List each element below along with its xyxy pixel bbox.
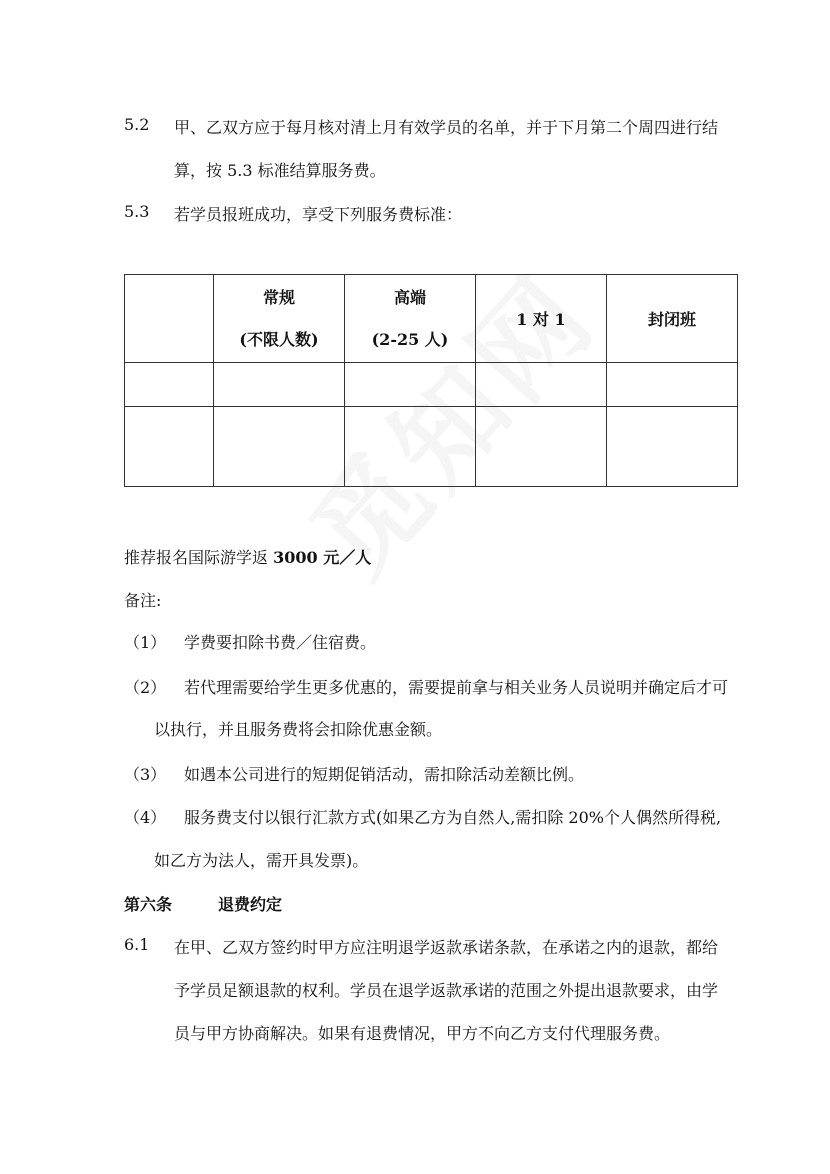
header-line: (2-25 人)	[371, 329, 449, 349]
table-cell	[476, 363, 607, 407]
clause-text-line: 算，按 5.3 标准结算服务费。	[174, 161, 386, 180]
table-header-cell	[214, 275, 345, 363]
note-number: （2）	[124, 678, 167, 697]
note-number: （4）	[124, 808, 167, 827]
table-header-cell	[476, 275, 607, 363]
table-cell	[214, 363, 345, 407]
clause-number: 5.2	[124, 115, 150, 134]
article-title: 退费约定	[218, 895, 283, 914]
clause-number: 5.3	[124, 202, 150, 221]
notes-title: 备注:	[124, 591, 162, 610]
table-cell	[345, 363, 476, 407]
note-text-line: 若代理需要给学生更多优惠的，需要提前拿与相关业务人员说明并确定后才可	[184, 678, 729, 697]
clause-text-line: 在甲、乙双方签约时甲方应注明退学返款承诺条款，在承诺之内的退款，都给	[174, 938, 719, 957]
header-line: (不限人数)	[239, 329, 319, 349]
table-row	[125, 407, 738, 487]
header-line: 1 对 1	[516, 310, 566, 329]
header-line: 常规	[262, 287, 295, 307]
table-cell	[345, 407, 476, 487]
header-line: 封闭班	[647, 310, 696, 329]
clause-text-line: 予学员足额退款的权利。学员在退学返款承诺的范围之外提出退款要求，由学	[174, 981, 719, 1000]
note-text-line: 如乙方为法人，需开具发票)。	[154, 851, 369, 870]
note-text-line: 服务费支付以银行汇款方式(如果乙方为自然人,需扣除 20%个人偶然所得税,	[184, 808, 722, 827]
table-cell	[607, 407, 738, 487]
clause-number: 6.1	[124, 935, 150, 954]
referral-line	[124, 545, 371, 568]
clause-text-line: 员与甲方协商解决。如果有退费情况，甲方不向乙方支付代理服务费。	[174, 1024, 671, 1043]
clause-text-line: 若学员报班成功，享受下列服务费标准：	[174, 205, 463, 224]
table-cell	[125, 363, 214, 407]
referral-amount: 3000 元／人	[273, 548, 372, 567]
table-row	[125, 363, 738, 407]
table-cell	[214, 407, 345, 487]
table-header-cell	[125, 275, 214, 363]
fee-table	[124, 274, 738, 487]
table-header-row	[125, 275, 738, 363]
clause-text-line: 甲、乙双方应于每月核对清上月有效学员的名单，并于下月第二个周四进行结	[174, 118, 719, 137]
table-cell	[607, 363, 738, 407]
table-cell	[476, 407, 607, 487]
table-cell	[125, 407, 214, 487]
table-header-cell	[345, 275, 476, 363]
referral-prefix: 推荐报名国际游学返	[124, 548, 274, 567]
note-number: （1）	[124, 633, 167, 652]
note-text-line: 学费要扣除书费／住宿费。	[184, 633, 377, 652]
article-number: 第六条	[124, 895, 173, 914]
table-header-cell	[607, 275, 738, 363]
note-text-line: 以执行，并且服务费将会扣除优惠金额。	[154, 720, 443, 739]
note-text-line: 如遇本公司进行的短期促销活动，需扣除活动差额比例。	[184, 765, 585, 784]
header-line: 高端	[393, 287, 426, 307]
note-number: （3）	[124, 765, 167, 784]
